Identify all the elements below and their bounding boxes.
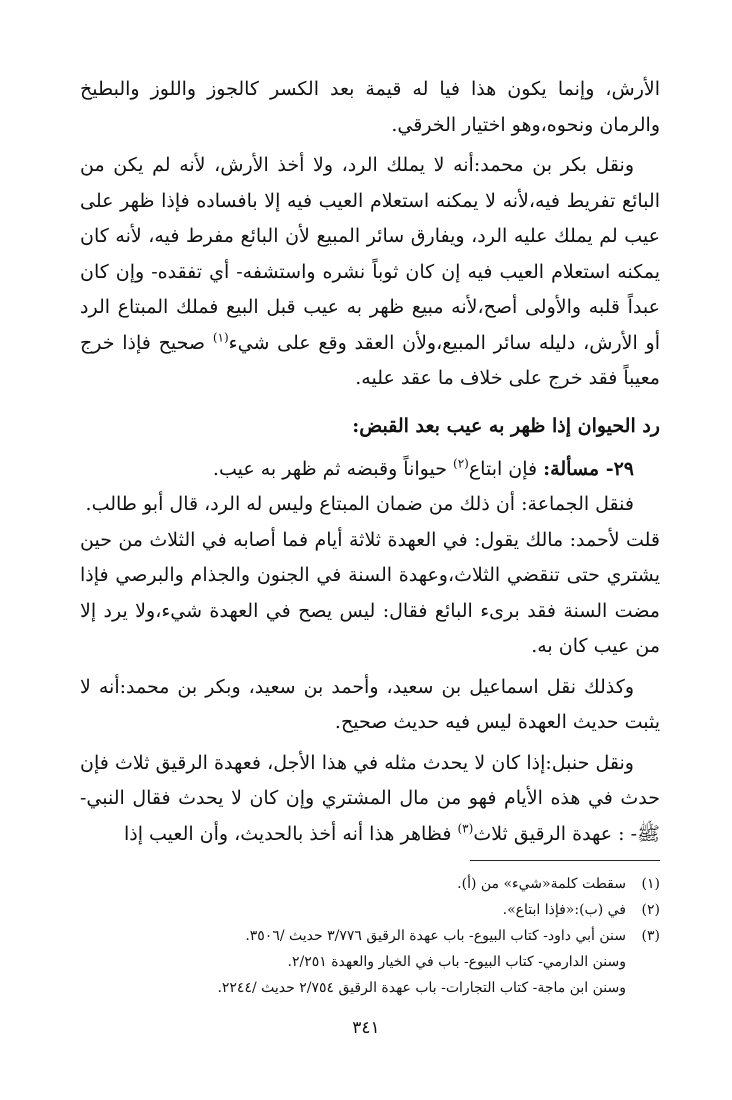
paragraph-6: وكذلك نقل اسماعيل بن سعيد، وأحمد بن سعيد، وبكر بن محمد:أنه لا يثبت حديث العهدة ليس فيه حديث صحيح. (80, 675, 660, 733)
footnotes (80, 871, 660, 1001)
page-content (80, 72, 660, 1001)
footnote-text: وسنن الدارمي- كتاب البيوع- باب في الخيار والعهدة ٢/٢٥١. (287, 954, 626, 970)
footnote-number: (٢) (641, 902, 660, 918)
paragraph-2 (80, 148, 660, 397)
footnote-text: في (ب):«فإذا ابتاع». (502, 902, 626, 918)
footnote-3 (80, 923, 660, 949)
footnote-1 (80, 871, 660, 897)
footnote-divider (470, 860, 660, 861)
paragraph-2-text-end: صحيح فإذا خرج معيباً فقد خرج على خلاف ما عقد عليه. (80, 331, 660, 389)
footnote-number: (١) (641, 876, 660, 892)
section-heading: رد الحيوان إذا ظهر به عيب بعد القبض: (352, 414, 660, 437)
paragraph-7-text-end: فظاهر هذا أنه أخذ بالحديث، وأن العيب إذا (123, 822, 458, 845)
paragraph-4: فنقل الجماعة: أن ذلك من ضمان المبتاع وليس له الرد، قال أبو طالب. (85, 493, 634, 515)
footnote-ref-3[interactable]: (٣) (457, 821, 474, 836)
footnote-text: سنن أبي داود- كتاب البيوع- باب عهدة الرقيق ٣/٧٧٦ حديث /٣٥٠٦. (245, 928, 626, 944)
footnote-ref-1[interactable]: (١) (212, 330, 229, 345)
paragraph-3-text-end: حيواناً وقبضه ثم ظهر به عيب. (212, 457, 453, 480)
paragraph-3-text: فإن ابتاع (468, 457, 544, 480)
footnote-number: (٣) (641, 928, 660, 944)
issue-label: ٢٩- مسألة: (543, 457, 634, 480)
footnote-text: وسنن ابن ماجة- كتاب التجارات- باب عهدة الرقيق ٢/٧٥٤ حديث /٢٢٤٤. (217, 980, 626, 996)
paragraph-1: الأرش، وإنما يكون هذا فيا له قيمة بعد الكسر كالجوز واللوز والبطيخ والرمان ونحوه،وهو اختيار الخرقي. (80, 78, 660, 136)
paragraph-2-text: ونقل بكر بن محمد:أنه لا يملك الرد، ولا أخذ الأرش، لأنه لم يكن من البائع تفريط فيه،لأنه لا يمكنه استعلام العيب فيه إلا بافساده فإذا ظهر على عيب لم يملك عليه الرد، ويفارق سائر المبيع لأن البائع مفرط فيه، لأنه كان يمكنه استعلام العيب فيه إن كان ثوباً نشره واستشفه- أي تفقده- وإن كان عبداً قلبه والأولى أصح،لأنه مبيع ظهر به عيب قبل البيع فملك المبتاع الرد أو الأرش، دليله سائر المبيع،ولأن العقد وقع على شيء (80, 154, 660, 354)
paragraph-7 (80, 746, 660, 853)
footnote-ref-2[interactable]: (٢) (453, 456, 469, 471)
footnote-3-continued-2 (80, 975, 660, 1001)
footnote-3-continued (80, 949, 660, 975)
page-number: ٣٤١ (352, 1018, 380, 1038)
paragraph-3 (80, 452, 660, 488)
paragraph-5: قلت لأحمد: مالك يقول: في العهدة ثلاثة أيام فما أصابه في الثلاث من حين يشتري حتى تنقضي الثلاث،وعهدة السنة في الجنون والجذام والبرصي فإذا مضت السنة فقد برىء البائع فقال: ليس يصح في العهدة شيء،ولا يرد إلا من عيب كان به. (80, 528, 660, 657)
paragraph-7-text: ونقل حنبل:إذا كان لا يحدث مثله في هذا الأجل، فعهدة الرقيق ثلاث فإن حدث في هذه الأيام فهو من مال المشتري وإن كان لا يحدث فقال النبي- ﷺ- : عهدة الرقيق ثلاث (80, 751, 660, 845)
footnote-2 (80, 897, 660, 923)
footnote-text: سقطت كلمة«شيء» من (أ). (457, 876, 626, 892)
